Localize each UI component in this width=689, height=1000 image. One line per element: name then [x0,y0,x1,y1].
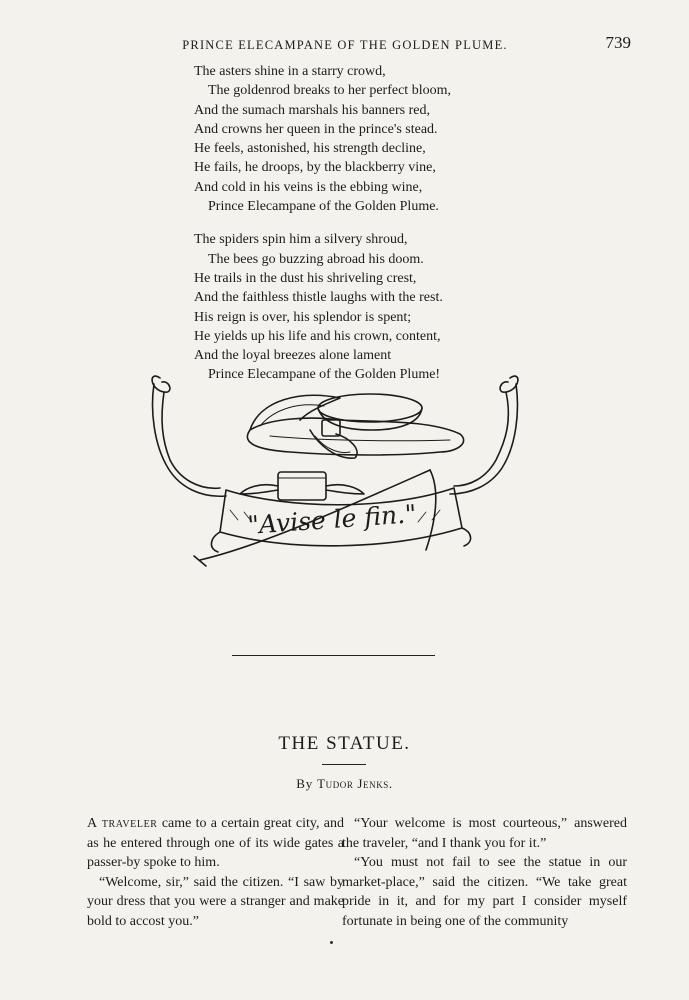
poem-line: The spiders spin him a silvery shroud, [194,232,408,248]
page-number: 739 [605,33,631,52]
poem-line: The goldenrod breaks to her perfect bloom, [208,83,451,99]
poem-refrain: Prince Elecampane of the Golden Plume. [208,199,439,215]
story-paragraph [87,814,344,873]
poem [194,62,524,399]
paragraph-text: came to a certain great city, and as he entered through one of its wide gates a passer-by spoke to him. [87,816,344,870]
poem-line: And the loyal breezes alone lament [194,348,392,364]
story-paragraph: “You must not fail to see the statue in our market-place,” said the citizen. “We take great pride in it, and for my part I consider myself fortunate in being one of the community [342,855,627,929]
plumed-hat-banner-icon [140,360,540,580]
poem-line: He feels, astonished, his strength decline, [194,141,426,157]
poem-line: He yields up his life and his crown, content, [194,328,441,344]
poem-line: The bees go buzzing abroad his doom. [208,251,424,267]
poem-line: The asters shine in a starry crowd, [194,64,386,79]
story-paragraph: “Your welcome is most courteous,” answered the traveler, “and I thank you for it.” [342,816,627,851]
poem-line: And crowns her queen in the prince's stead. [194,121,438,137]
poem-stanza-1 [194,62,524,216]
poem-line: And cold in his veins is the ebbing wine, [194,179,423,195]
poem-line: He fails, he droops, by the blackberry vine, [194,160,436,176]
story-column-right [342,814,627,931]
story-title: THE STATUE. [278,733,411,754]
author-name: Tudor Jenks. [317,776,393,791]
section-divider [232,655,435,656]
byline [0,776,689,792]
running-head: PRINCE ELECAMPANE OF THE GOLDEN PLUME. [182,38,508,52]
poem-line: And the sumach marshals his banners red, [194,102,430,118]
story-paragraph: “Welcome, sir,” said the citizen. “I saw by your dress that you were a stranger and make bold to accost you.” [87,874,344,929]
poem-refrain: Prince Elecampane of the Golden Plume! [208,367,441,383]
poem-line: He trails in the dust his shriveling crest, [194,270,417,286]
poem-line: His reign is over, his splendor is spent; [194,309,412,325]
title-rule [322,764,366,765]
poem-line: And the faithless thistle laughs with the rest. [194,290,443,306]
story-column-left [87,814,344,931]
banner-motto: "Avise le fin." [246,499,418,540]
byline-prefix: By [296,776,313,791]
center-dot [330,941,333,944]
paragraph-lead: A traveler [87,816,158,831]
